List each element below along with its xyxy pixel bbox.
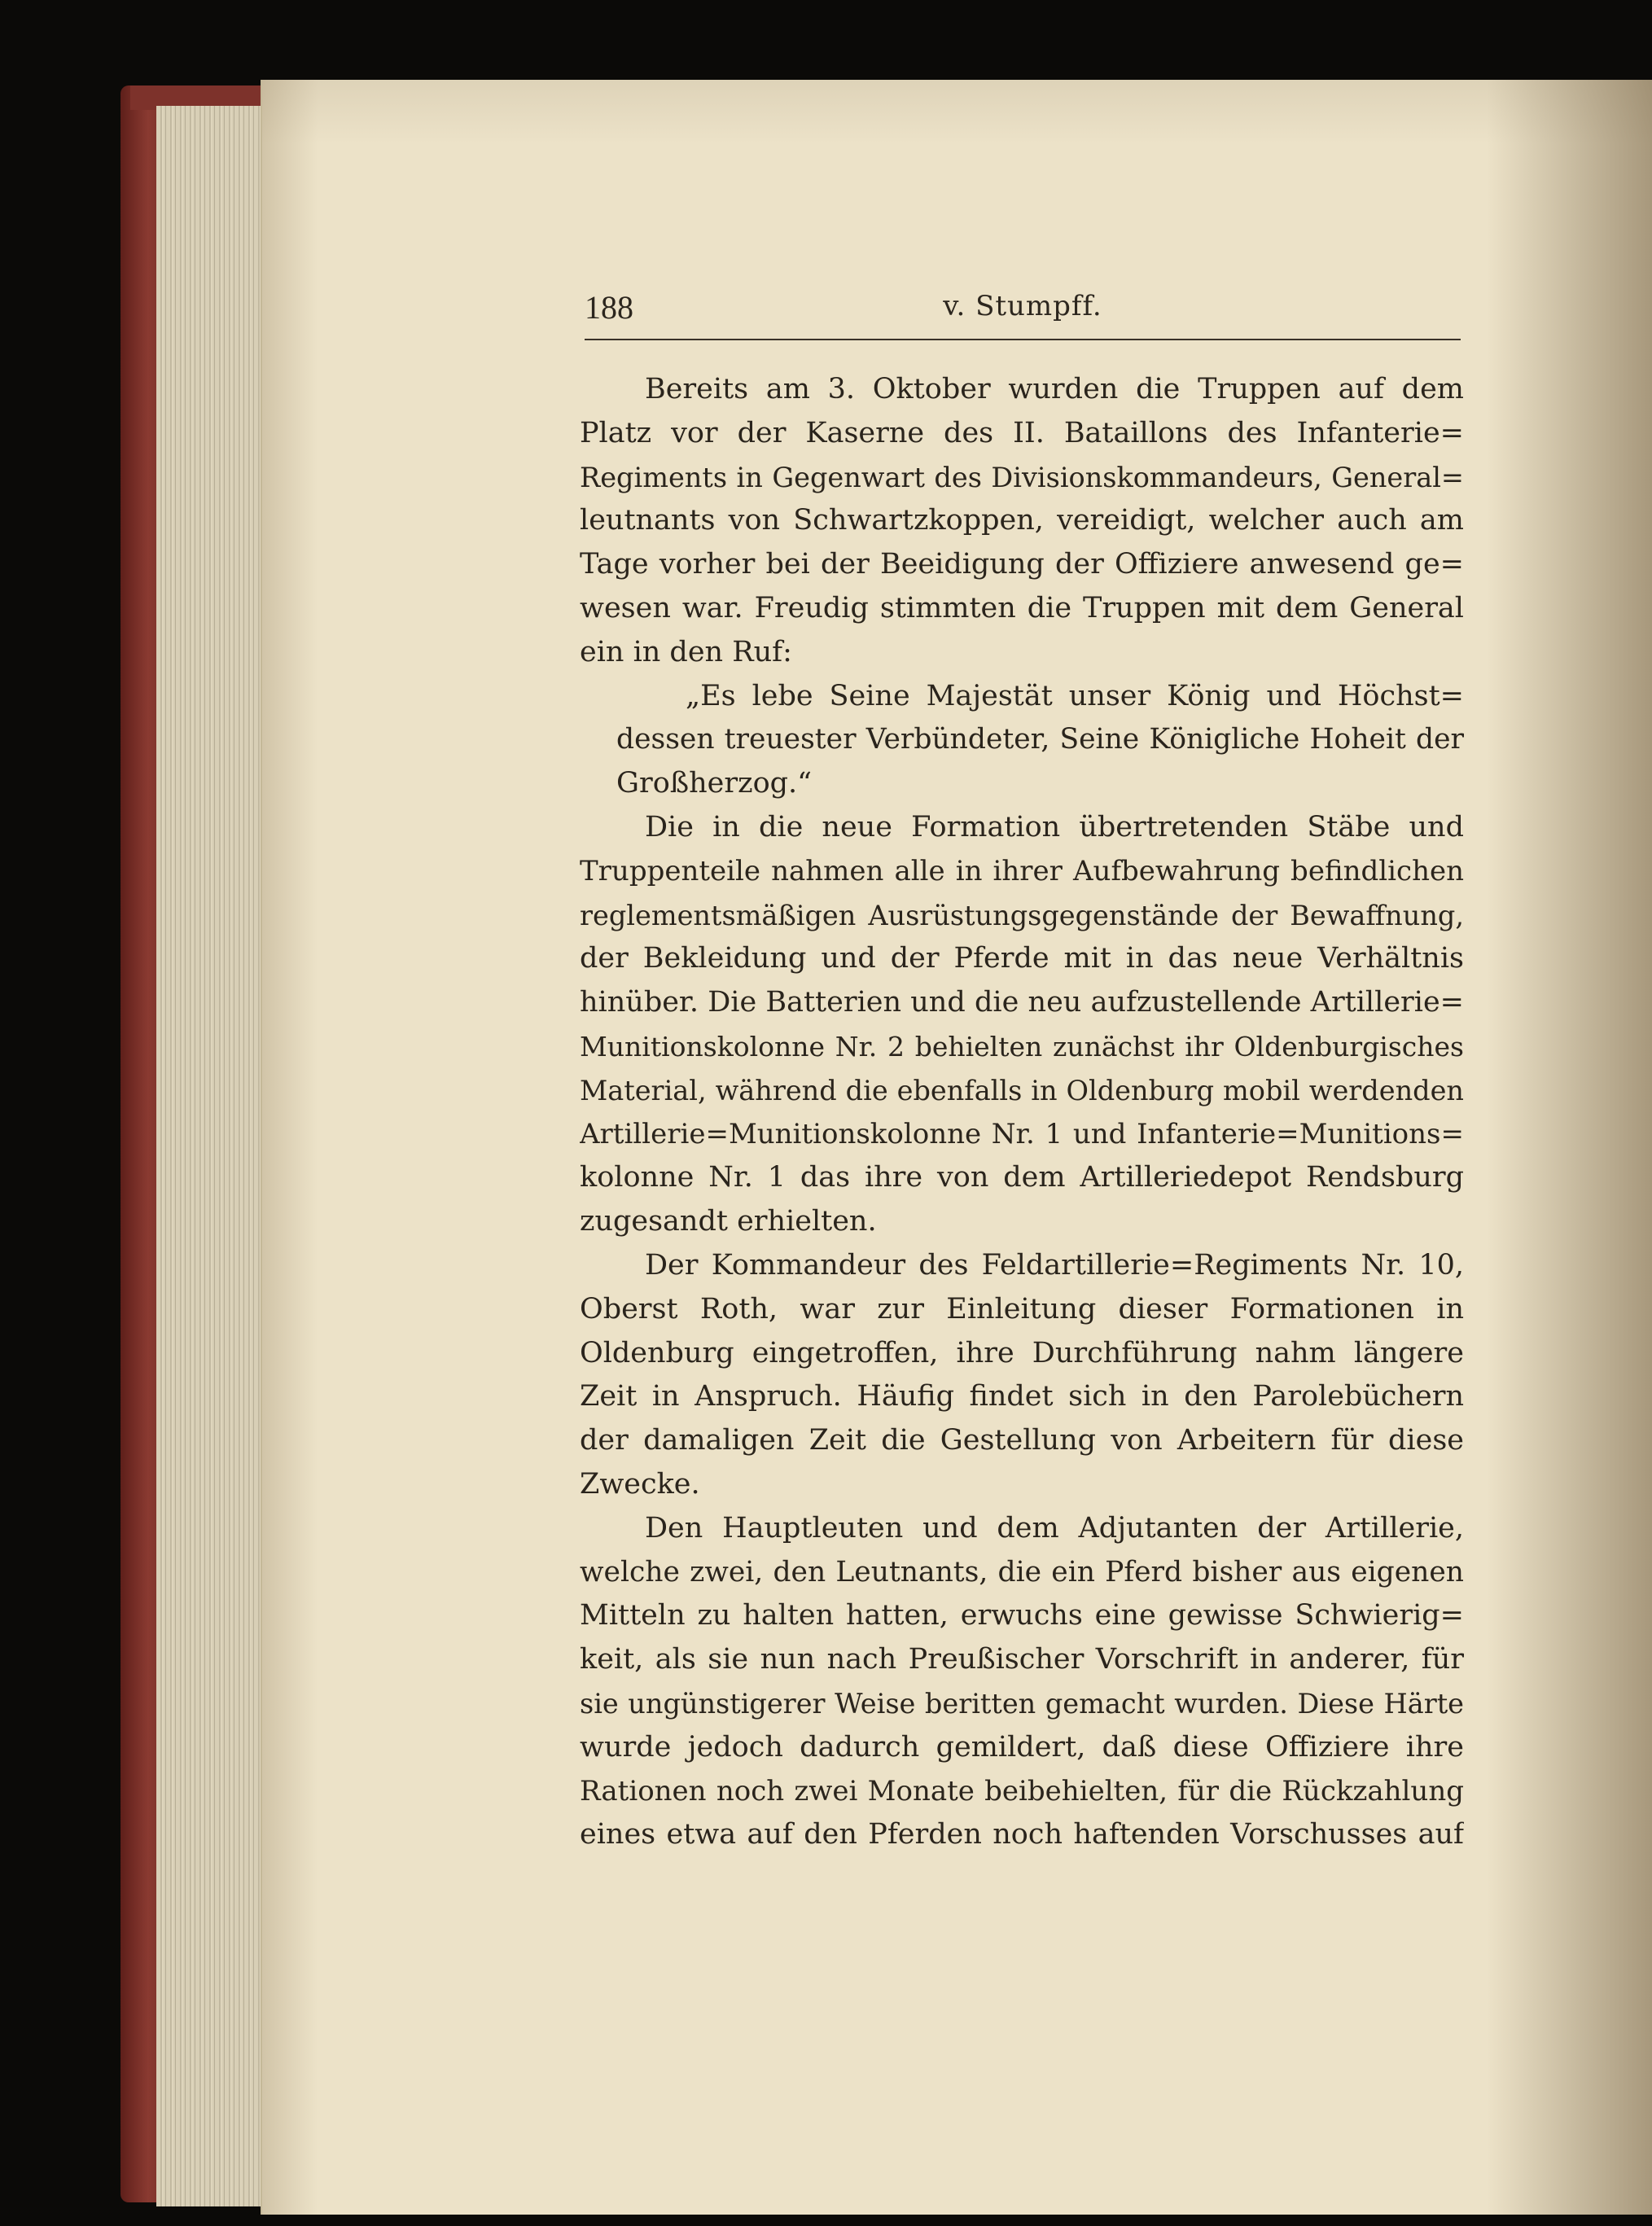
quote-line: „Es lebe Seine Majestät unser König und Höchst= [686, 679, 1464, 712]
text-line: wurde jedoch dadurch gemildert, daß diese Offiziere ihre [580, 1730, 1464, 1764]
quote-line: dessen treuester Verbündeter, Seine Königliche Hoheit der [616, 723, 1464, 756]
text-line: leutnants von Schwartzkoppen, vereidigt, welcher auch am [580, 504, 1464, 537]
page-header [585, 283, 1461, 340]
text-line: Regiments in Gegenwart des Divisionskommandeurs, General= [580, 461, 1464, 493]
text-line: hinüber. Die Batterien und die neu aufzustellende Artillerie= [580, 986, 1464, 1019]
text-line: ein in den Ruf: [580, 635, 792, 668]
text-line: Artillerie=Munitionskolonne Nr. 1 und Infanterie=Munitions= [580, 1117, 1464, 1150]
text-line: Den Hauptleuten und dem Adjutanten der Artillerie, [645, 1511, 1464, 1545]
text-line: welche zwei, den Leutnants, die ein Pferd bisher aus eigenen [580, 1555, 1464, 1588]
text-line: eines etwa auf den Pferden noch haftenden Vorschusses auf [580, 1818, 1464, 1851]
quote-line: Großherzog.“ [616, 767, 813, 800]
text-line: Bereits am 3. Oktober wurden die Truppen auf dem [645, 373, 1464, 405]
page-stack-edge [156, 106, 270, 2206]
running-head: v. Stumpff. [943, 290, 1102, 322]
text-line: Platz vor der Kaserne des II. Bataillons des Infanterie= [580, 416, 1464, 449]
text-line: Oldenburg eingetroffen, ihre Durchführung nahm längere [580, 1336, 1464, 1369]
text-line: sie ungünstigerer Weise beritten gemacht wurden. Diese Härte [580, 1687, 1464, 1720]
text-line: kolonne Nr. 1 das ihre von dem Artilleriedepot Rendsburg [580, 1161, 1464, 1194]
page-number: 188 [585, 289, 633, 326]
body-text [580, 368, 1464, 1857]
text-line: Rationen noch zwei Monate beibehielten, für die Rückzahlung [580, 1774, 1464, 1808]
text-line: Zwecke. [580, 1467, 700, 1501]
text-line: Mitteln zu halten hatten, erwuchs eine gewisse Schwierig= [580, 1599, 1464, 1632]
text-line: Truppenteile nahmen alle in ihrer Aufbewahrung befindlichen [580, 854, 1464, 887]
text-line: reglementsmäßigen Ausrüstungsgegenstände der Bewaffnung, [580, 899, 1464, 931]
text-line: Zeit in Anspruch. Häufig findet sich in den Parolebüchern [580, 1380, 1464, 1413]
text-line: zugesandt erhielten. [580, 1205, 877, 1238]
text-line: Munitionskolonne Nr. 2 behielten zunächst ihr Oldenburgisches [580, 1030, 1464, 1063]
text-line: Der Kommandeur des Feldartillerie=Regiments Nr. 10, [645, 1248, 1464, 1282]
text-line: der damaligen Zeit die Gestellung von Arbeitern für diese [580, 1424, 1464, 1457]
text-line: Tage vorher bei der Beeidigung der Offiziere anwesend ge= [580, 548, 1464, 581]
text-line: Die in die neue Formation übertretenden Stäbe und [645, 810, 1464, 844]
text-line: wesen war. Freudig stimmten die Truppen mit dem General [580, 591, 1464, 624]
text-line: Oberst Roth, war zur Einleitung dieser Formationen in [580, 1292, 1464, 1326]
text-line: Material, während die ebenfalls in Oldenburg mobil werdenden [580, 1074, 1464, 1106]
text-line: der Bekleidung und der Pferde mit in das neue Verhältnis [580, 942, 1464, 975]
text-line: keit, als sie nun nach Preußischer Vorschrift in anderer, für [580, 1643, 1464, 1676]
